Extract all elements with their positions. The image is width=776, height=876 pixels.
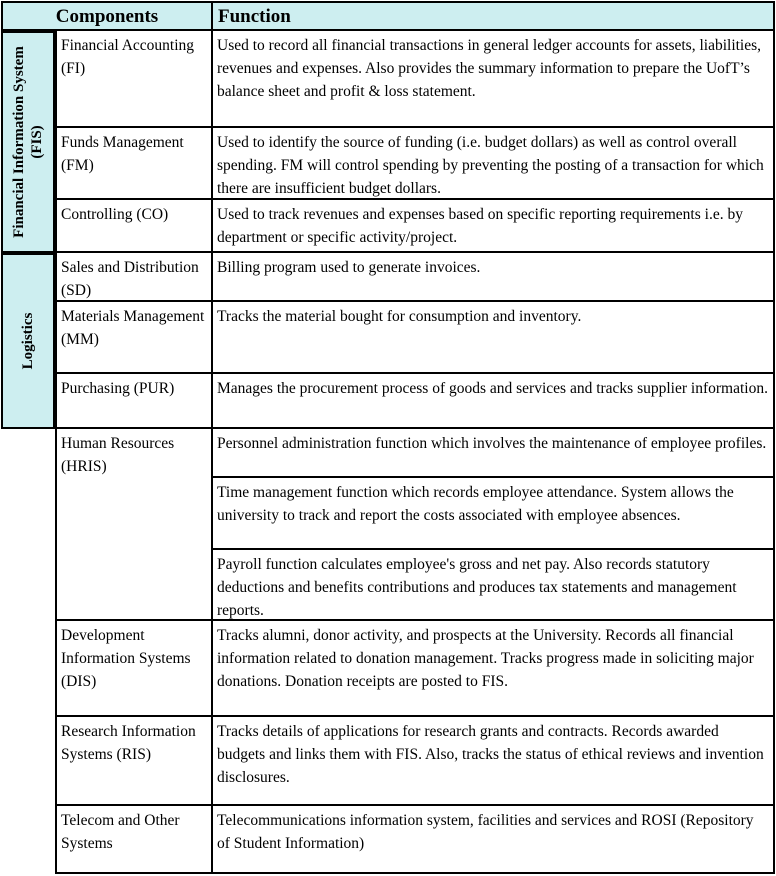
group-logistics: [1, 253, 55, 429]
component-co: Controlling (CO): [55, 200, 213, 253]
group-fis-label: Financial Information System (FIS): [11, 46, 45, 238]
component-hris: Human Resources (HRIS): [55, 429, 213, 621]
component-dis: Development Information Systems (DIS): [55, 621, 213, 717]
header-function: Function: [213, 1, 775, 31]
function-co: Used to track revenues and expenses based on specific reporting requirements i.e. by department or specific activity/project.: [213, 200, 775, 253]
function-pur: Manages the procurement process of goods and services and tracks supplier information.: [213, 374, 775, 429]
function-dis: Tracks alumni, donor activity, and prospects at the University. Records all financial information related to donation management. Tracks progress made in soliciting major donations. Donation receipts are posted to FIS.: [213, 621, 775, 717]
component-pur: Purchasing (PUR): [55, 374, 213, 429]
function-mm: Tracks the material bought for consumption and inventory.: [213, 302, 775, 374]
component-fi: Financial Accounting (FI): [55, 31, 213, 128]
function-fm: Used to identify the source of funding (i.e. budget dollars) as well as control overall spending. FM will control spending by preventing the posting of a transaction for which there are insufficient budget dollars.: [213, 128, 775, 200]
function-ris: Tracks details of applications for research grants and contracts. Records awarded budgets and links them with FIS. Also, tracks the status of ethical reviews and invention disclosures.: [213, 717, 775, 806]
component-ris: Research Information Systems (RIS): [55, 717, 213, 806]
component-fm: Funds Management (FM): [55, 128, 213, 200]
function-hris-payroll: Payroll function calculates employee's gross and net pay. Also records statutory deductions and benefits contributions and produces tax statements and management reports.: [213, 550, 775, 621]
component-mm: Materials Management (MM): [55, 302, 213, 374]
function-hris-personnel: Personnel administration function which involves the maintenance of employee profiles.: [213, 429, 775, 478]
function-hris-time: Time management function which records employee attendance. System allows the university to track and report the costs associated with employee absences.: [213, 478, 775, 550]
header-components: Components: [1, 1, 213, 31]
function-fi: Used to record all financial transactions in general ledger accounts for assets, liabilities, revenues and expenses. Also provides the summary information to prepare the UofT’s balance sheet and profit & loss statement.: [213, 31, 775, 128]
group-fis: [1, 31, 55, 253]
function-telecom: Telecommunications information system, facilities and services and ROSI (Repository of Student Information): [213, 806, 775, 874]
group-logistics-label: Logistics: [20, 312, 36, 370]
component-telecom: Telecom and Other Systems: [55, 806, 213, 874]
function-sd: Billing program used to generate invoices.: [213, 253, 775, 302]
component-sd: Sales and Distribution (SD): [55, 253, 213, 302]
